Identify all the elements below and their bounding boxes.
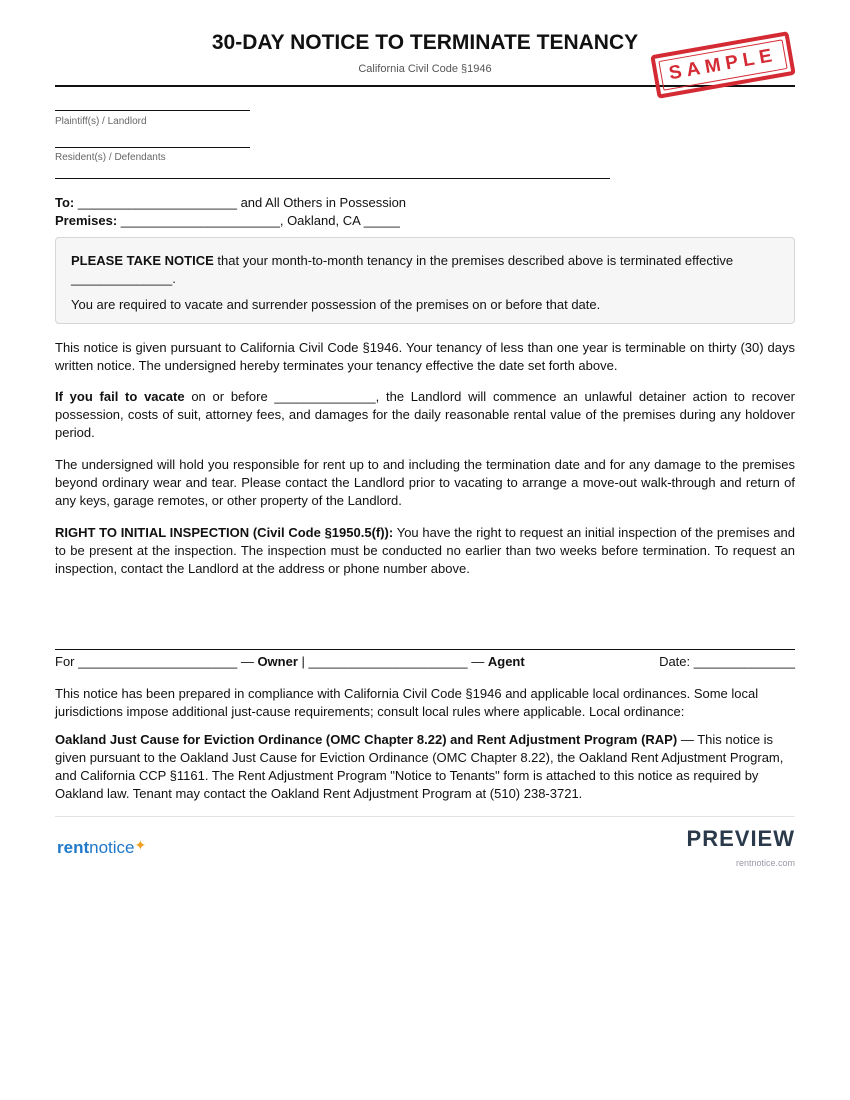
agent-dash: — (471, 654, 485, 669)
notice-lead-bold: PLEASE TAKE NOTICE (71, 253, 214, 268)
notice-lead-text: that your month-to-month tenancy in the premises described above is terminated effective ______________. (71, 253, 734, 286)
paragraph-pursuant: This notice is given pursuant to California Civil Code §1946. Your tenancy of less than one year is terminable on thirty (30) days written notice. The undersigned hereby terminates your tenancy effective the date set forth above. (55, 340, 795, 373)
sparkle-icon: ✦ (134, 837, 147, 853)
sample-stamp: SAMPLE (650, 31, 796, 99)
footer-divider (55, 816, 795, 817)
notice-lead (71, 252, 779, 288)
resident-label: Resident(s) / Defendants (55, 152, 166, 163)
agent-label: Agent (487, 654, 525, 669)
for-label: For (55, 654, 75, 669)
paragraph-fail-to-vacate (55, 388, 795, 442)
inspection-text: You have the right to request an initial inspection of the premises and to be present at the inspection. The inspection must be conducted no earlier than two weeks before termination. To request an inspection, contact the Landlord at the address or phone number above. (55, 525, 796, 576)
date-blank: ______________ (693, 654, 795, 669)
paragraph-compliance: This notice has been prepared in compliance with California Civil Code §1946 and applicable local ordinances. Some local jurisdictions impose additional just-cause requirements; consult local rules where applicable. Local ordinance: (55, 686, 759, 719)
owner-dash: — (240, 654, 254, 669)
caption-divider (55, 178, 610, 179)
to-line (55, 195, 406, 211)
rentnotice-logo (57, 838, 146, 858)
paragraph-inspection (55, 524, 795, 578)
owner-label: Owner (257, 654, 298, 669)
signature-divider (55, 649, 795, 650)
to-label: To: (55, 195, 75, 210)
document-title: 30-DAY NOTICE TO TERMINATE TENANCY (211, 31, 639, 54)
ordinance-bold: Oakland Just Cause for Eviction Ordinance (OMC Chapter 8.22) and Rent Adjustment Program (RAP) (55, 732, 678, 747)
plaintiff-label: Plaintiff(s) / Landlord (55, 116, 147, 127)
fail-to-vacate-text: on or before ______________, the Landlord will commence an unlawful detainer action to recover possession, costs of suit, attorney fees, and damages for the daily reasonable rental value of the premises during any holdover period. (55, 389, 795, 440)
owner-blank: ______________________ (78, 654, 238, 669)
to-blank: ______________________ (77, 195, 237, 210)
premises-city: , Oakland, CA (279, 213, 361, 228)
site-url: rentnotice.com (735, 858, 795, 868)
paragraph-responsibility: The undersigned will hold you responsible for rent up to and including the termination date and for any damage to the premises beyond ordinary wear and tear. Please contact the Landlord prior to vacating to arrange a move-out walk-through and return of any keys, garage remotes, or other property of the Landlord. (55, 457, 795, 508)
resident-line (55, 147, 250, 148)
notice-box (55, 237, 795, 324)
date-label: Date: (659, 654, 691, 669)
premises-zip: _____ (363, 213, 400, 228)
plaintiff-line (55, 110, 250, 111)
signature-separator: | (301, 654, 305, 669)
preview-label: PREVIEW (686, 826, 795, 851)
to-suffix: and All Others in Possession (240, 195, 407, 210)
premises-blank: ______________________ (120, 213, 280, 228)
document-subtitle: California Civil Code §1946 (358, 63, 492, 75)
fail-to-vacate-bold: If you fail to vacate (55, 389, 185, 404)
paragraph-ordinance (55, 731, 795, 803)
signature-row (55, 654, 795, 670)
premises-label: Premises: (55, 213, 118, 228)
logo-rent: rent (57, 838, 90, 857)
premises-line (55, 213, 400, 229)
logo-notice: notice (89, 838, 135, 857)
notice-vacate: You are required to vacate and surrender possession of the premises on or before that date. (71, 297, 601, 312)
date-field (659, 654, 795, 670)
inspection-bold: RIGHT TO INITIAL INSPECTION (Civil Code §1950.5(f)): (55, 525, 394, 540)
agent-blank: ______________________ (308, 654, 468, 669)
ordinance-text: — This notice is given pursuant to the Oakland Just Cause for Eviction Ordinance (OMC Chapter 8.22), the Oakland Rent Adjustment Program, and California CCP §1161. The Rent Adjustment Program "Notice to Tenants" form is attached to this notice as required by Oakland law. Tenant may contact the Oakland Rent Adjustment Program at (510) 238-3721. (55, 732, 784, 801)
